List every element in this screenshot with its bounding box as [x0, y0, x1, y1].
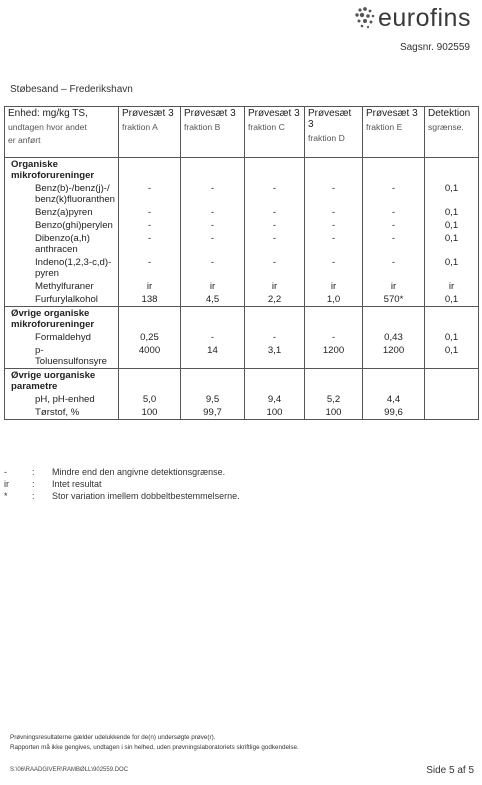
column-sublabel: fraktion D: [308, 133, 345, 143]
unit-header-cell: [5, 107, 119, 158]
column-label: Prøvesæt 3: [248, 108, 300, 119]
table-row: [5, 393, 479, 406]
column-header: [119, 107, 181, 158]
note-text: Intet resultat: [52, 479, 102, 489]
note-symbol: ir: [4, 479, 9, 489]
value-cell: -: [181, 331, 245, 344]
column-sublabel: fraktion E: [366, 122, 403, 132]
column-header: [305, 107, 363, 158]
table-row: [5, 219, 479, 232]
value-cell: -: [363, 182, 425, 206]
table-row: [5, 344, 479, 369]
section-title: Organiske mikroforureninger: [5, 158, 119, 183]
table-row: [5, 256, 479, 280]
value-cell: -: [305, 256, 363, 280]
value-cell: -: [245, 256, 305, 280]
value-cell: 138: [119, 293, 181, 307]
section-empty-cell: [181, 158, 245, 183]
value-cell: [425, 406, 479, 420]
value-cell: 0,1: [425, 293, 479, 307]
value-cell: -: [305, 182, 363, 206]
value-cell: -: [181, 206, 245, 219]
value-cell: -: [119, 232, 181, 256]
section-header-row: [5, 369, 479, 394]
section-empty-cell: [363, 369, 425, 394]
section-empty-cell: [363, 307, 425, 332]
column-sublabel: fraktion A: [122, 122, 158, 132]
table-row: [5, 331, 479, 344]
section-empty-cell: [181, 307, 245, 332]
value-cell: 570*: [363, 293, 425, 307]
value-cell: -: [245, 232, 305, 256]
value-cell: -: [245, 219, 305, 232]
value-cell: 3,1: [245, 344, 305, 369]
note-text: Mindre end den angivne detektionsgrænse.: [52, 467, 226, 477]
section-empty-cell: [119, 369, 181, 394]
table-row: [5, 280, 479, 293]
table-body: [5, 158, 479, 420]
section-empty-cell: [119, 158, 181, 183]
value-cell: 5,0: [119, 393, 181, 406]
value-cell: 4,5: [181, 293, 245, 307]
page-number: Side 5 af 5: [426, 765, 474, 776]
value-cell: ir: [119, 280, 181, 293]
note-symbol: -: [4, 467, 7, 477]
column-label: Prøvesæt 3: [122, 108, 174, 119]
value-cell: 0,1: [425, 219, 479, 232]
value-cell: ir: [425, 280, 479, 293]
value-cell: 2,2: [245, 293, 305, 307]
note-row: [4, 478, 240, 490]
value-cell: ir: [363, 280, 425, 293]
value-cell: 4,4: [363, 393, 425, 406]
section-empty-cell: [245, 158, 305, 183]
value-cell: 0,1: [425, 182, 479, 206]
value-cell: 0,1: [425, 256, 479, 280]
parameter-name: p-Toluensulfonsyre: [5, 344, 119, 369]
value-cell: 99,7: [181, 406, 245, 420]
note-row: [4, 490, 240, 502]
note-symbol: *: [4, 491, 8, 501]
value-cell: 4000: [119, 344, 181, 369]
column-sublabel: fraktion B: [184, 122, 221, 132]
column-label: Prøvesæt 3: [184, 108, 236, 119]
column-header: [181, 107, 245, 158]
value-cell: ir: [245, 280, 305, 293]
footer-disclaimer-1: Prøvningsresultaterne gælder udelukkende for de(n) undersøgte prøve(r).: [10, 734, 216, 741]
parameter-name: Furfurylalkohol: [5, 293, 119, 307]
unit-note-2: er anført: [8, 135, 41, 145]
section-title: Øvrige uorganiske parametre: [5, 369, 119, 394]
column-label: Prøvesæt 3: [366, 108, 418, 119]
value-cell: 99,6: [363, 406, 425, 420]
column-header: [425, 107, 479, 158]
document-subtitle: Støbesand – Frederikshavn: [10, 84, 133, 95]
section-empty-cell: [245, 369, 305, 394]
note-row: [4, 466, 240, 478]
parameter-name: Dibenzo(a,h) anthracen: [5, 232, 119, 256]
value-cell: -: [363, 232, 425, 256]
value-cell: -: [245, 331, 305, 344]
brand-name: eurofins: [378, 4, 471, 32]
table-row: [5, 232, 479, 256]
table-row: [5, 206, 479, 219]
value-cell: -: [181, 182, 245, 206]
section-empty-cell: [425, 307, 479, 332]
value-cell: -: [363, 206, 425, 219]
section-empty-cell: [425, 158, 479, 183]
section-empty-cell: [305, 158, 363, 183]
column-header: [245, 107, 305, 158]
value-cell: ir: [305, 280, 363, 293]
parameter-name: Benz(a)pyren: [5, 206, 119, 219]
parameter-name: Formaldehyd: [5, 331, 119, 344]
parameter-name: Benzo(ghi)perylen: [5, 219, 119, 232]
section-empty-cell: [425, 369, 479, 394]
section-empty-cell: [181, 369, 245, 394]
unit-label: Enhed: mg/kg TS,: [8, 108, 88, 119]
value-cell: -: [119, 182, 181, 206]
parameter-name: Methylfuraner: [5, 280, 119, 293]
value-cell: 100: [305, 406, 363, 420]
value-cell: 100: [245, 406, 305, 420]
results-table-container: [4, 106, 478, 420]
value-cell: 0,1: [425, 206, 479, 219]
table-header-row: [5, 107, 479, 158]
value-cell: ir: [181, 280, 245, 293]
section-header-row: [5, 307, 479, 332]
value-cell: 14: [181, 344, 245, 369]
results-table: [4, 106, 479, 420]
parameter-name: Tørstof, %: [5, 406, 119, 420]
footer-disclaimer-2: Rapporten må ikke gengives, undtagen i sin helhed, uden prøvningslaboratoriets skriftlige godkendelse.: [10, 744, 299, 751]
value-cell: 0,1: [425, 232, 479, 256]
section-empty-cell: [245, 307, 305, 332]
value-cell: -: [181, 256, 245, 280]
section-title: Øvrige organiske mikroforureninger: [5, 307, 119, 332]
value-cell: 9,5: [181, 393, 245, 406]
value-cell: 0,1: [425, 344, 479, 369]
value-cell: -: [119, 206, 181, 219]
value-cell: -: [363, 219, 425, 232]
unit-note-1: undtagen hvor andet: [8, 122, 87, 132]
table-row: [5, 293, 479, 307]
value-cell: 100: [119, 406, 181, 420]
value-cell: -: [305, 331, 363, 344]
file-reference: S:\06\RAADGIVER\RAMBØLL\902559.DOC: [10, 767, 129, 773]
value-cell: -: [181, 232, 245, 256]
note-text: Stor variation imellem dobbeltbestemmelserne.: [52, 491, 240, 501]
column-sublabel: fraktion C: [248, 122, 285, 132]
value-cell: 0,1: [425, 331, 479, 344]
value-cell: 1200: [363, 344, 425, 369]
value-cell: -: [181, 219, 245, 232]
value-cell: 0,43: [363, 331, 425, 344]
note-colon: :: [32, 491, 35, 501]
value-cell: -: [305, 206, 363, 219]
column-sublabel: sgrænse.: [428, 122, 464, 132]
parameter-name: Benz(b)-/benz(j)-/ benz(k)fluoranthen: [5, 182, 119, 206]
legend-notes: [4, 466, 240, 502]
value-cell: -: [119, 219, 181, 232]
value-cell: -: [305, 219, 363, 232]
note-colon: :: [32, 467, 35, 477]
parameter-name: pH, pH-enhed: [5, 393, 119, 406]
value-cell: -: [245, 206, 305, 219]
value-cell: -: [363, 256, 425, 280]
table-row: [5, 406, 479, 420]
section-empty-cell: [363, 158, 425, 183]
value-cell: -: [119, 256, 181, 280]
value-cell: 9,4: [245, 393, 305, 406]
parameter-name: Indeno(1,2,3-c,d)- pyren: [5, 256, 119, 280]
section-empty-cell: [305, 307, 363, 332]
table-row: [5, 182, 479, 206]
value-cell: 0,25: [119, 331, 181, 344]
note-colon: :: [32, 479, 35, 489]
value-cell: 1200: [305, 344, 363, 369]
value-cell: [425, 393, 479, 406]
section-empty-cell: [119, 307, 181, 332]
column-label: Prøvesæt 3: [308, 108, 352, 130]
column-label: Detektion: [428, 108, 471, 119]
value-cell: -: [305, 232, 363, 256]
value-cell: 1,0: [305, 293, 363, 307]
section-empty-cell: [305, 369, 363, 394]
case-number: Sagsnr. 902559: [399, 42, 470, 53]
section-header-row: [5, 158, 479, 183]
value-cell: -: [245, 182, 305, 206]
value-cell: 5,2: [305, 393, 363, 406]
column-header: [363, 107, 425, 158]
